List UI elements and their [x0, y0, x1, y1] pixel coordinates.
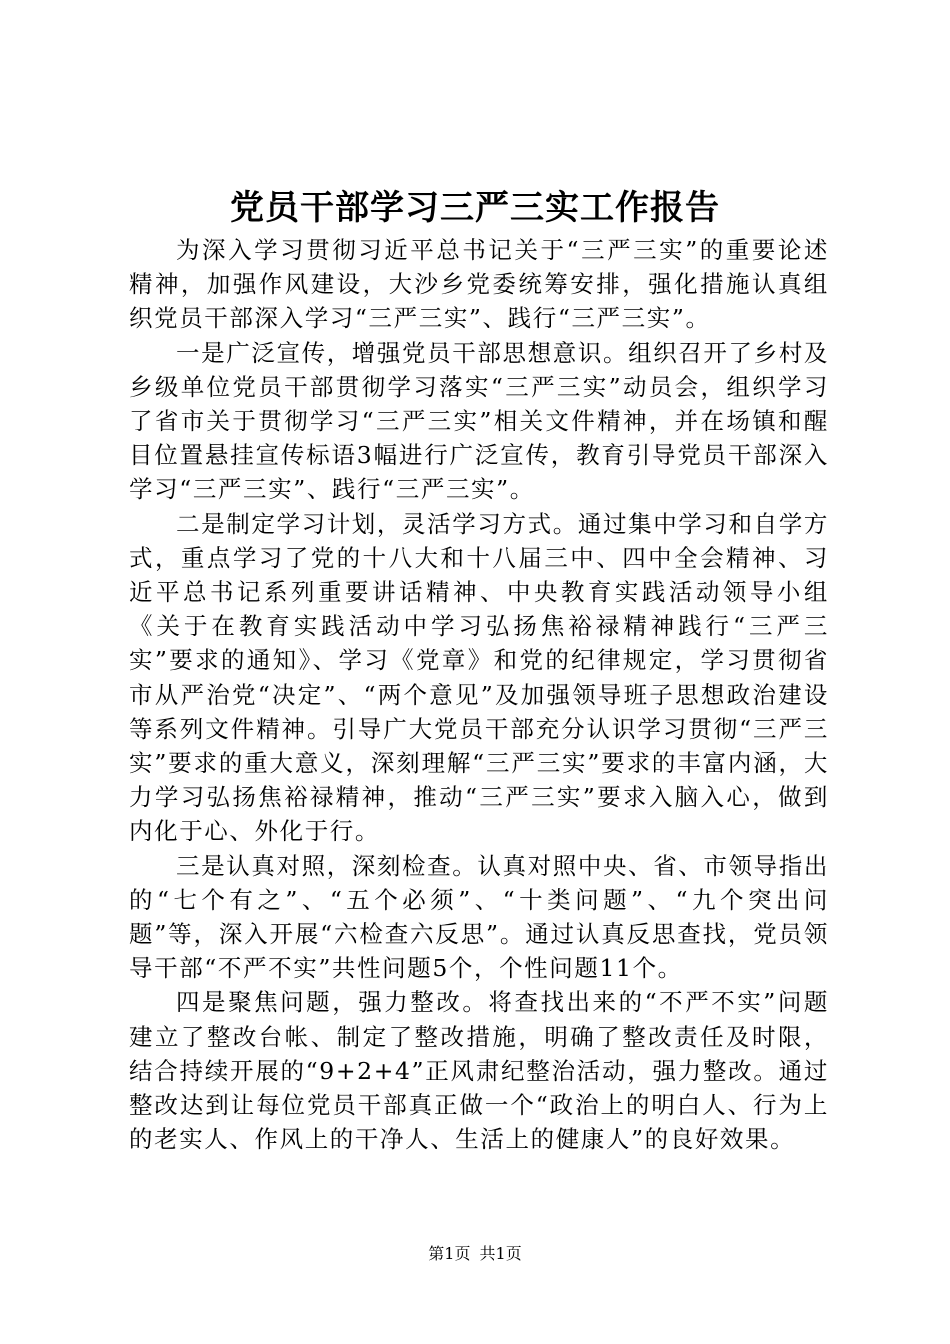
paragraph-study-plan: 二是制定学习计划，灵活学习方式。通过集中学习和自学方式，重点学习了党的十八大和十八届三中、四中全会精神、习近平总书记系列重要讲话精神、中央教育实践活动领导小组《关于在教育实践活动中学习弘扬焦裕禄精神践行“三严三实”要求的通知》、学习《党章》和党的纪律规定，学习贯彻省市从严治党“决定”、“两个意见”及加强领导班子思想政治建设等系列文件精神。引导广大党员干部充分认识学习贯彻“三严三实”要求的重大意义，深刻理解“三严三实”要求的丰富内涵，大力学习弘扬焦裕禄精神，推动“三严三实”要求入脑入心，做到内化于心、外化于行。: [129, 509, 829, 846]
paragraph-intro: 为深入学习贯彻习近平总书记关于“三严三实”的重要论述精神，加强作风建设，大沙乡党委统筹安排，强化措施认真组织党员干部深入学习“三严三实”、践行“三严三实”。: [129, 236, 829, 333]
page-footer: [0, 1242, 950, 1266]
document-title: 党员干部学习三严三实工作报告: [230, 188, 720, 228]
paragraph-publicity: 一是广泛宣传，增强党员干部思想意识。组织召开了乡村及乡级单位党员干部贯彻学习落实“三严三实”动员会，组织学习了省市关于贯彻学习“三严三实”相关文件精神，并在场镇和醒目位置悬挂宣传标语3幅进行广泛宣传，教育引导党员干部深入学习“三严三实”、践行“三严三实”。: [129, 338, 829, 504]
paragraph-inspection: 三是认真对照，深刻检查。认真对照中央、省、市领导指出的“七个有之”、“五个必须”、“十类问题”、“九个突出问题”等，深入开展“六检查六反思”。通过认真反思查找，党员领导干部“不严不实”共性问题5个，个性问题11个。: [129, 851, 829, 983]
page-number: 第1页: [428, 1244, 471, 1263]
document-body: [129, 233, 829, 1156]
paragraph-rectification: 四是聚焦问题，强力整改。将查找出来的“不严不实”问题建立了整改台帐、制定了整改措施，明确了整改责任及时限，结合持续开展的“9+2+4”正风肃纪整治活动，强力整改。通过整改达到让每位党员干部真正做一个“政治上的明白人、行为上的老实人、作风上的干净人、生活上的健康人”的良好效果。: [129, 988, 829, 1154]
page-total: 共1页: [479, 1244, 522, 1263]
